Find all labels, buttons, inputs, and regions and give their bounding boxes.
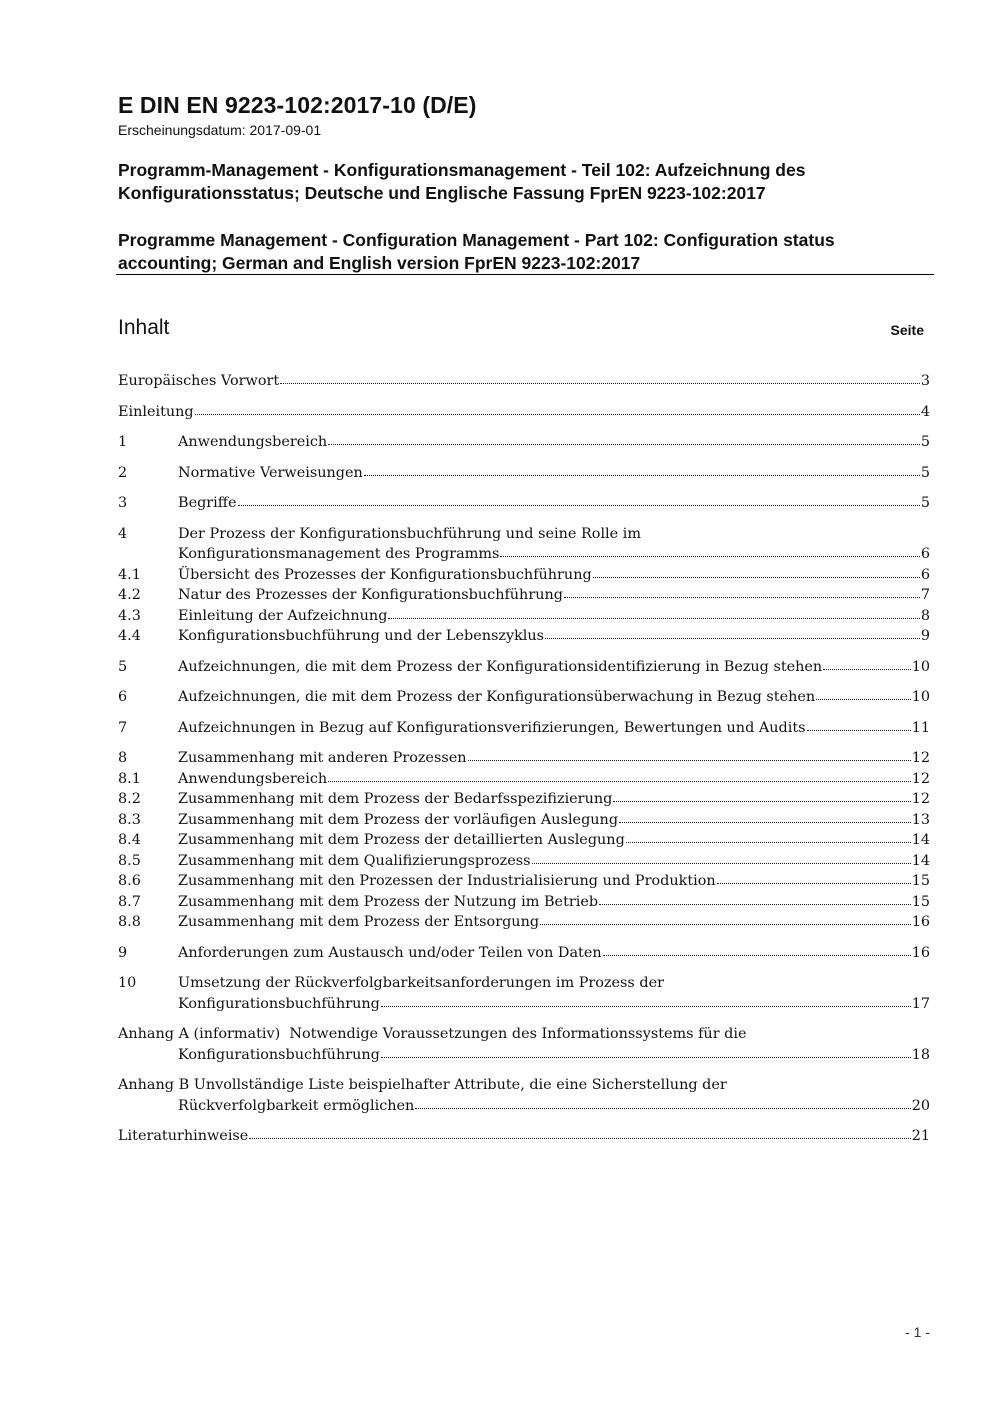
dot-leader xyxy=(619,821,911,823)
toc-entry-page: 5 xyxy=(920,434,930,450)
toc-entry[interactable] xyxy=(118,1126,930,1147)
toc-entry[interactable] xyxy=(118,973,930,1014)
toc-entry-page: 12 xyxy=(911,770,930,787)
toc-entry[interactable] xyxy=(118,748,930,769)
toc-entry-number: 4 xyxy=(118,525,128,542)
toc-entry-text-continued: Konfigurationsbuchführung xyxy=(178,995,380,1012)
dot-leader xyxy=(468,759,911,761)
toc-entry[interactable] xyxy=(118,943,930,964)
toc-entry-number: 8.5 xyxy=(118,852,141,869)
toc-entry-page: 12 xyxy=(911,791,930,807)
toc-entry-text: Zusammenhang mit dem Prozess der detaillierten Auslegung xyxy=(178,832,625,848)
toc-entry-page: 8 xyxy=(920,607,930,624)
toc-entry-page: 15 xyxy=(911,893,930,910)
dot-leader xyxy=(364,474,920,476)
toc-entry-text: Natur des Prozesses der Konfigurationsbuchführung xyxy=(178,587,563,603)
toc-entry-page: 9 xyxy=(920,628,930,644)
toc-entry[interactable] xyxy=(118,789,930,810)
dot-leader xyxy=(545,637,920,639)
toc-entry-page: 20 xyxy=(911,1097,930,1114)
toc-entry[interactable] xyxy=(118,657,930,678)
toc-entry-page: 3 xyxy=(920,373,930,389)
toc-entry-number: 8.4 xyxy=(118,832,141,848)
dot-leader xyxy=(807,729,911,731)
toc-page-column-label: Seite xyxy=(890,322,924,338)
dot-leader xyxy=(249,1137,910,1139)
toc-entry-text: Zusammenhang mit dem Prozess der vorläufigen Auslegung xyxy=(178,811,619,828)
title-english: Programme Management - Configuration Management - Part 102: Configuration status accounting; German and English version FprEN 9223-102:2017 xyxy=(118,230,835,273)
dot-leader xyxy=(415,1107,910,1109)
toc-entry[interactable] xyxy=(118,912,930,933)
toc-entry-number: 6 xyxy=(118,689,128,705)
toc-entry-number: 8.3 xyxy=(118,811,141,828)
toc-entry-text: Der Prozess der Konfigurationsbuchführung und seine Rolle im xyxy=(178,525,641,542)
toc-entry-text-continued: Konfigurationsbuchführung xyxy=(178,1046,380,1063)
toc-entry-page: 6 xyxy=(920,566,930,583)
toc-entry[interactable] xyxy=(118,606,930,627)
toc-entry-number: 10 xyxy=(118,975,137,991)
toc-entry-page: 5 xyxy=(920,495,930,511)
dot-leader xyxy=(626,841,911,843)
toc-entry-text: Konfigurationsbuchführung und der Lebenszyklus xyxy=(178,628,545,644)
toc-entry[interactable] xyxy=(118,769,930,790)
toc-entry[interactable] xyxy=(118,585,930,606)
toc-entry-page: 10 xyxy=(911,658,930,675)
document-id: E DIN EN 9223-102:2017-10 (D/E) xyxy=(118,92,477,118)
toc-entry[interactable] xyxy=(118,1075,930,1116)
toc-entry-page: 5 xyxy=(920,464,930,481)
toc-entry-page: 10 xyxy=(911,689,930,705)
toc-entry[interactable] xyxy=(118,810,930,831)
toc-entry-text-continued: Konfigurationsmanagement des Programms xyxy=(178,546,500,562)
toc-entry-page: 17 xyxy=(911,995,930,1012)
dot-leader xyxy=(599,903,911,905)
toc-entry-page: 14 xyxy=(911,832,930,848)
toc-entry[interactable] xyxy=(118,432,930,453)
toc-entry-page: 18 xyxy=(911,1046,930,1063)
toc-entry-number: 4.1 xyxy=(118,566,141,583)
toc-entry[interactable] xyxy=(118,626,930,647)
toc-entry-text: Anforderungen zum Austausch und/oder Teilen von Daten xyxy=(178,944,602,961)
toc-entry-text: Einleitung der Aufzeichnung xyxy=(178,607,388,624)
toc-entry-page: 11 xyxy=(911,719,930,736)
dot-leader xyxy=(540,923,911,925)
toc-entry[interactable] xyxy=(118,830,930,851)
dot-leader xyxy=(381,1005,911,1007)
toc-entry-text: Anwendungsbereich xyxy=(178,434,328,450)
toc-entry-text: Zusammenhang mit den Prozessen der Industrialisierung und Produktion xyxy=(178,873,716,889)
dot-leader xyxy=(381,1056,911,1058)
toc-entry[interactable] xyxy=(118,565,930,586)
toc-entry-text: Einleitung xyxy=(118,403,194,420)
toc-entry-text: Begriffe xyxy=(178,495,237,511)
toc-entry-text: Aufzeichnungen in Bezug auf Konfigurationsverifizierungen, Bewertungen und Audits xyxy=(178,719,806,736)
dot-leader xyxy=(195,413,920,415)
dot-leader xyxy=(823,668,910,670)
toc-entry-page: 7 xyxy=(920,587,930,603)
dot-leader xyxy=(280,382,920,384)
title-german: Programm-Management - Konfigurationsmanagement - Teil 102: Aufzeichnung des Konfigurationsstatus; Deutsche und Englische Fassung FprEN 9223-102:2017 xyxy=(118,160,806,203)
table-of-contents xyxy=(118,371,930,1147)
toc-entry[interactable] xyxy=(118,371,930,392)
toc-entry-number: 1 xyxy=(118,434,128,450)
toc-entry-text: Anwendungsbereich xyxy=(178,770,328,787)
toc-entry-text: Europäisches Vorwort xyxy=(118,373,280,389)
toc-entry-text: Zusammenhang mit dem Prozess der Entsorgung xyxy=(178,914,540,930)
dot-leader xyxy=(328,443,920,445)
dot-leader xyxy=(500,555,919,557)
toc-heading: Inhalt xyxy=(118,316,170,339)
toc-entry[interactable] xyxy=(118,463,930,484)
toc-entry-number: 8.6 xyxy=(118,873,141,889)
toc-entry[interactable] xyxy=(118,851,930,872)
toc-entry-text: Zusammenhang mit dem Qualifizierungsprozess xyxy=(178,852,531,869)
toc-entry-number: 9 xyxy=(118,944,128,961)
dot-leader xyxy=(613,800,910,802)
toc-entry-number: 2 xyxy=(118,464,128,481)
toc-entry-text: Übersicht des Prozesses der Konfigurationsbuchführung xyxy=(178,566,592,583)
toc-entry-number: 4.4 xyxy=(118,628,141,644)
dot-leader xyxy=(816,698,911,700)
toc-entry-page: 4 xyxy=(920,403,930,420)
toc-entry-number: 4.2 xyxy=(118,587,141,603)
dot-leader xyxy=(717,882,911,884)
toc-entry-number: 8 xyxy=(118,750,128,766)
toc-entry[interactable] xyxy=(118,892,930,913)
dot-leader xyxy=(532,862,911,864)
toc-entry-page: 21 xyxy=(911,1128,930,1144)
toc-entry-page: 14 xyxy=(911,852,930,869)
toc-entry-text: Zusammenhang mit anderen Prozessen xyxy=(178,750,467,766)
dot-leader xyxy=(238,504,920,506)
toc-entry-number: 4.3 xyxy=(118,607,141,624)
toc-entry-number: 8.8 xyxy=(118,914,141,930)
toc-entry-text: Zusammenhang mit dem Prozess der Bedarfsspezifizierung xyxy=(178,791,613,807)
toc-entry[interactable] xyxy=(118,718,930,739)
dot-leader xyxy=(328,780,911,782)
toc-entry-text: Zusammenhang mit dem Prozess der Nutzung im Betrieb xyxy=(178,893,599,910)
toc-entry-number: 8.2 xyxy=(118,791,141,807)
toc-entry-text: Umsetzung der Rückverfolgbarkeitsanforderungen im Prozess der xyxy=(178,975,664,991)
toc-entry[interactable] xyxy=(118,402,930,423)
toc-entry-number: 5 xyxy=(118,658,128,675)
toc-entry-number: 8.1 xyxy=(118,770,141,787)
toc-entry-number: 8.7 xyxy=(118,893,141,910)
toc-entry-text: Anhang B Unvollständige Liste beispielhafter Attribute, die eine Sicherstellung der xyxy=(118,1077,727,1093)
toc-entry-number: 7 xyxy=(118,719,128,736)
toc-entry-number: 3 xyxy=(118,495,128,511)
toc-entry-page: 12 xyxy=(911,750,930,766)
page-number: - 1 - xyxy=(905,1324,930,1340)
toc-entry-text: Aufzeichnungen, die mit dem Prozess der Konfigurationsüberwachung in Bezug stehen xyxy=(178,689,816,705)
dot-leader xyxy=(603,954,911,956)
dot-leader xyxy=(564,596,920,598)
toc-entry-text: Aufzeichnungen, die mit dem Prozess der Konfigurationsidentifizierung in Bezug stehen xyxy=(178,658,823,675)
toc-entry[interactable] xyxy=(118,524,930,565)
header-divider xyxy=(116,274,934,275)
toc-entry-page: 16 xyxy=(911,944,930,961)
toc-entry-text: Normative Verweisungen xyxy=(178,464,363,481)
toc-entry-page: 6 xyxy=(920,546,930,562)
toc-entry-page: 13 xyxy=(911,811,930,828)
publication-date: Erscheinungsdatum: 2017-09-01 xyxy=(118,122,322,138)
toc-entry[interactable] xyxy=(118,493,930,514)
dot-leader xyxy=(593,576,920,578)
toc-entry-text-continued: Rückverfolgbarkeit ermöglichen xyxy=(178,1097,415,1114)
toc-entry[interactable] xyxy=(118,1024,930,1065)
toc-entry[interactable] xyxy=(118,871,930,892)
toc-entry-text: Literaturhinweise xyxy=(118,1128,249,1144)
dot-leader xyxy=(388,617,919,619)
toc-entry-text: Anhang A (informativ) Notwendige Voraussetzungen des Informationssystems für die xyxy=(118,1026,747,1042)
toc-entry-page: 16 xyxy=(911,914,930,930)
toc-entry-page: 15 xyxy=(911,873,930,889)
toc-entry[interactable] xyxy=(118,687,930,708)
